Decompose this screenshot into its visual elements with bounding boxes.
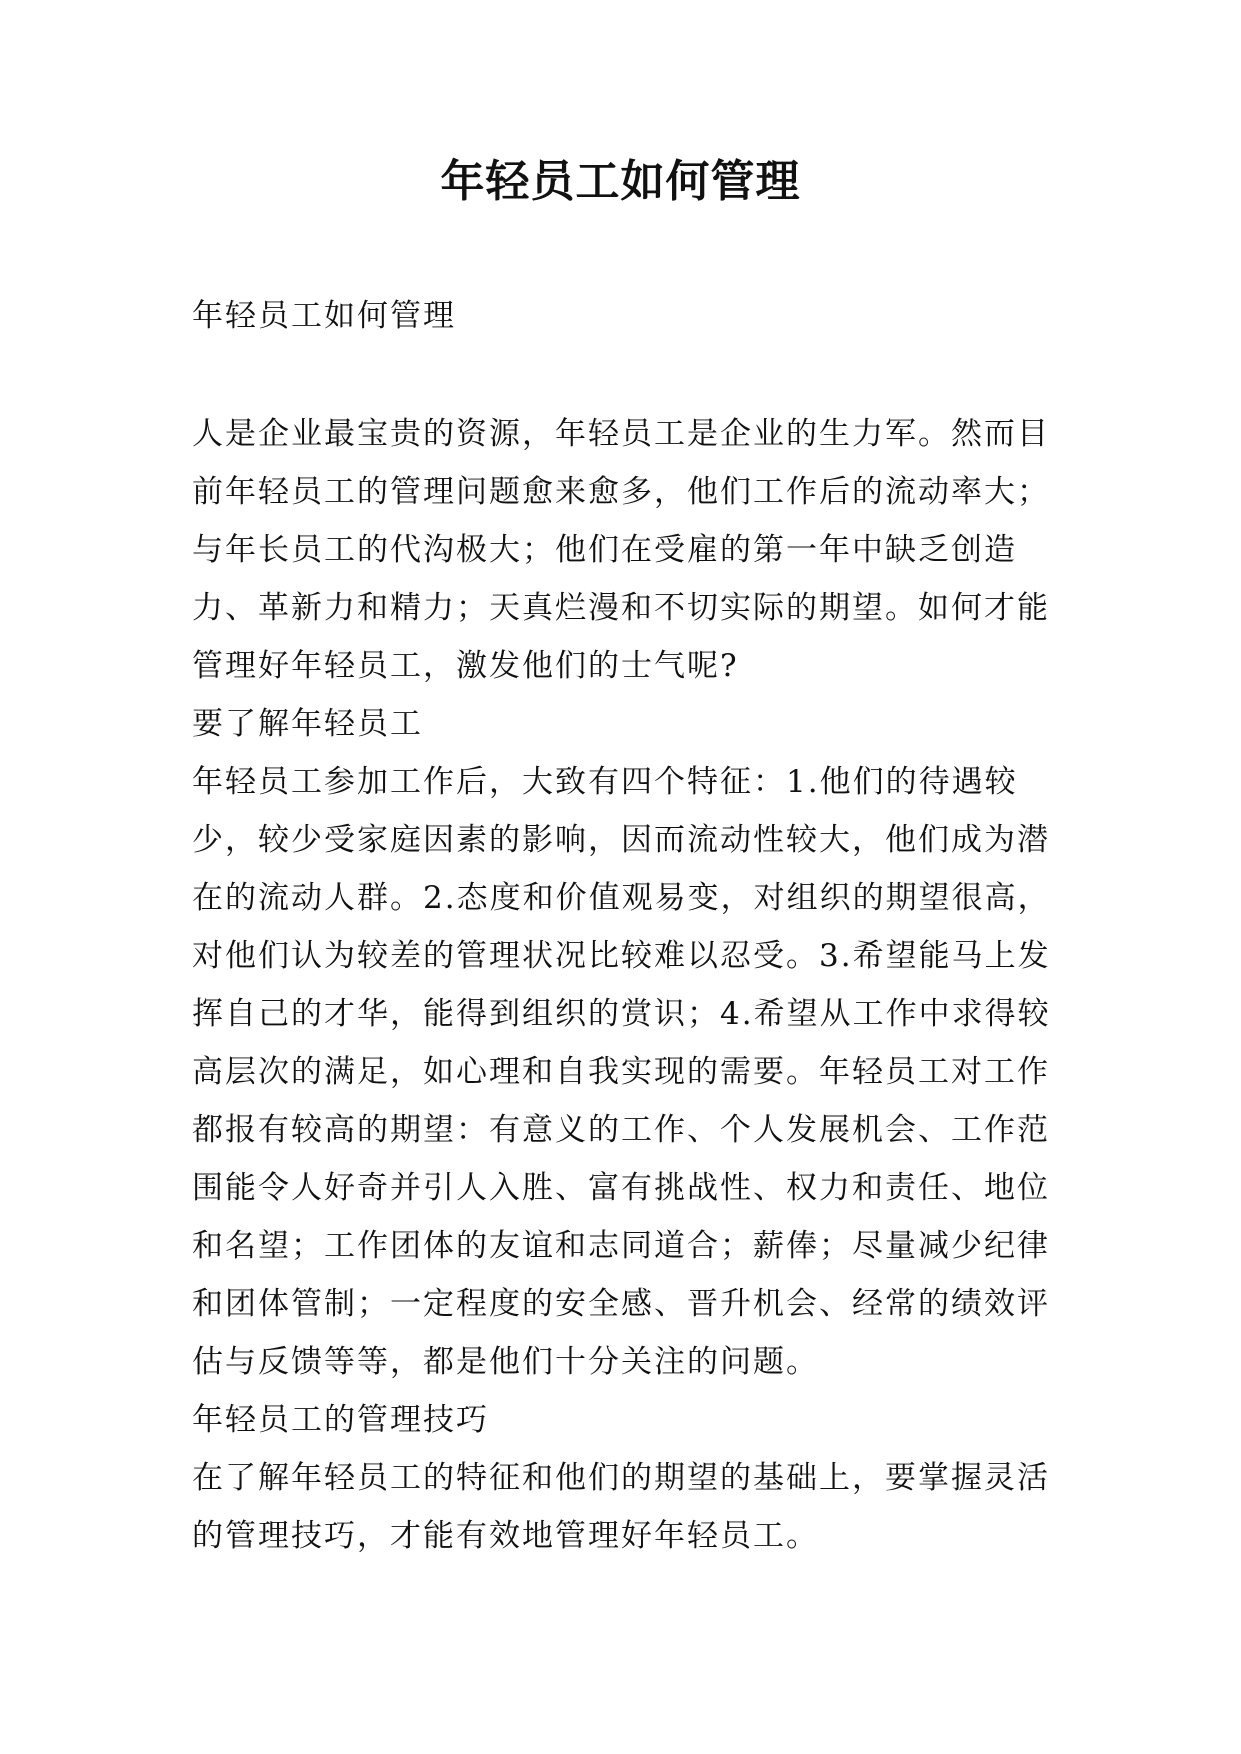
document-title: 年轻员工如何管理 (440, 156, 801, 207)
document-subtitle: 年轻员工如何管理 (192, 298, 456, 334)
intro-paragraph: 人是企业最宝贵的资源，年轻员工是企业的生力军。然而目前年轻员工的管理问题愈来愈多，他们工作后的流动率大；与年长员工的代沟极大；他们在受雇的第一年中缺乏创造力、革新力和精力；天真烂漫和不切实际的期望。如何才能管理好年轻员工，激发他们的士气呢? (192, 416, 1050, 684)
characteristics-paragraph: 年轻员工参加工作后，大致有四个特征：1.他们的待遇较少，较少受家庭因素的影响，因而流动性较大，他们成为潜在的流动人群。2.态度和价值观易变，对组织的期望很高，对他们认为较差的管理状况比较难以忍受。3.希望能马上发挥自己的才华，能得到组织的赏识；4.希望从工作中求得较高层次的满足，如心理和自我实现的需要。年轻员工对工作都报有较高的期望：有意义的工作、个人发展机会、工作范围能令人好奇并引人入胜、富有挑战性、权力和责任、地位和名望；工作团体的友谊和志同道合；薪俸；尽量减少纪律和团体管制；一定程度的安全感、晋升机会、经常的绩效评估与反馈等等，都是他们十分关注的问题。 (192, 764, 1051, 1380)
section-heading-understand: 要了解年轻员工 (192, 706, 423, 742)
section-heading-techniques: 年轻员工的管理技巧 (192, 1402, 489, 1438)
document-body (192, 287, 1072, 1565)
techniques-paragraph: 在了解年轻员工的特征和他们的期望的基础上，要掌握灵活的管理技巧，才能有效地管理好年轻员工。 (192, 1460, 1050, 1554)
document-content (192, 405, 1072, 1565)
